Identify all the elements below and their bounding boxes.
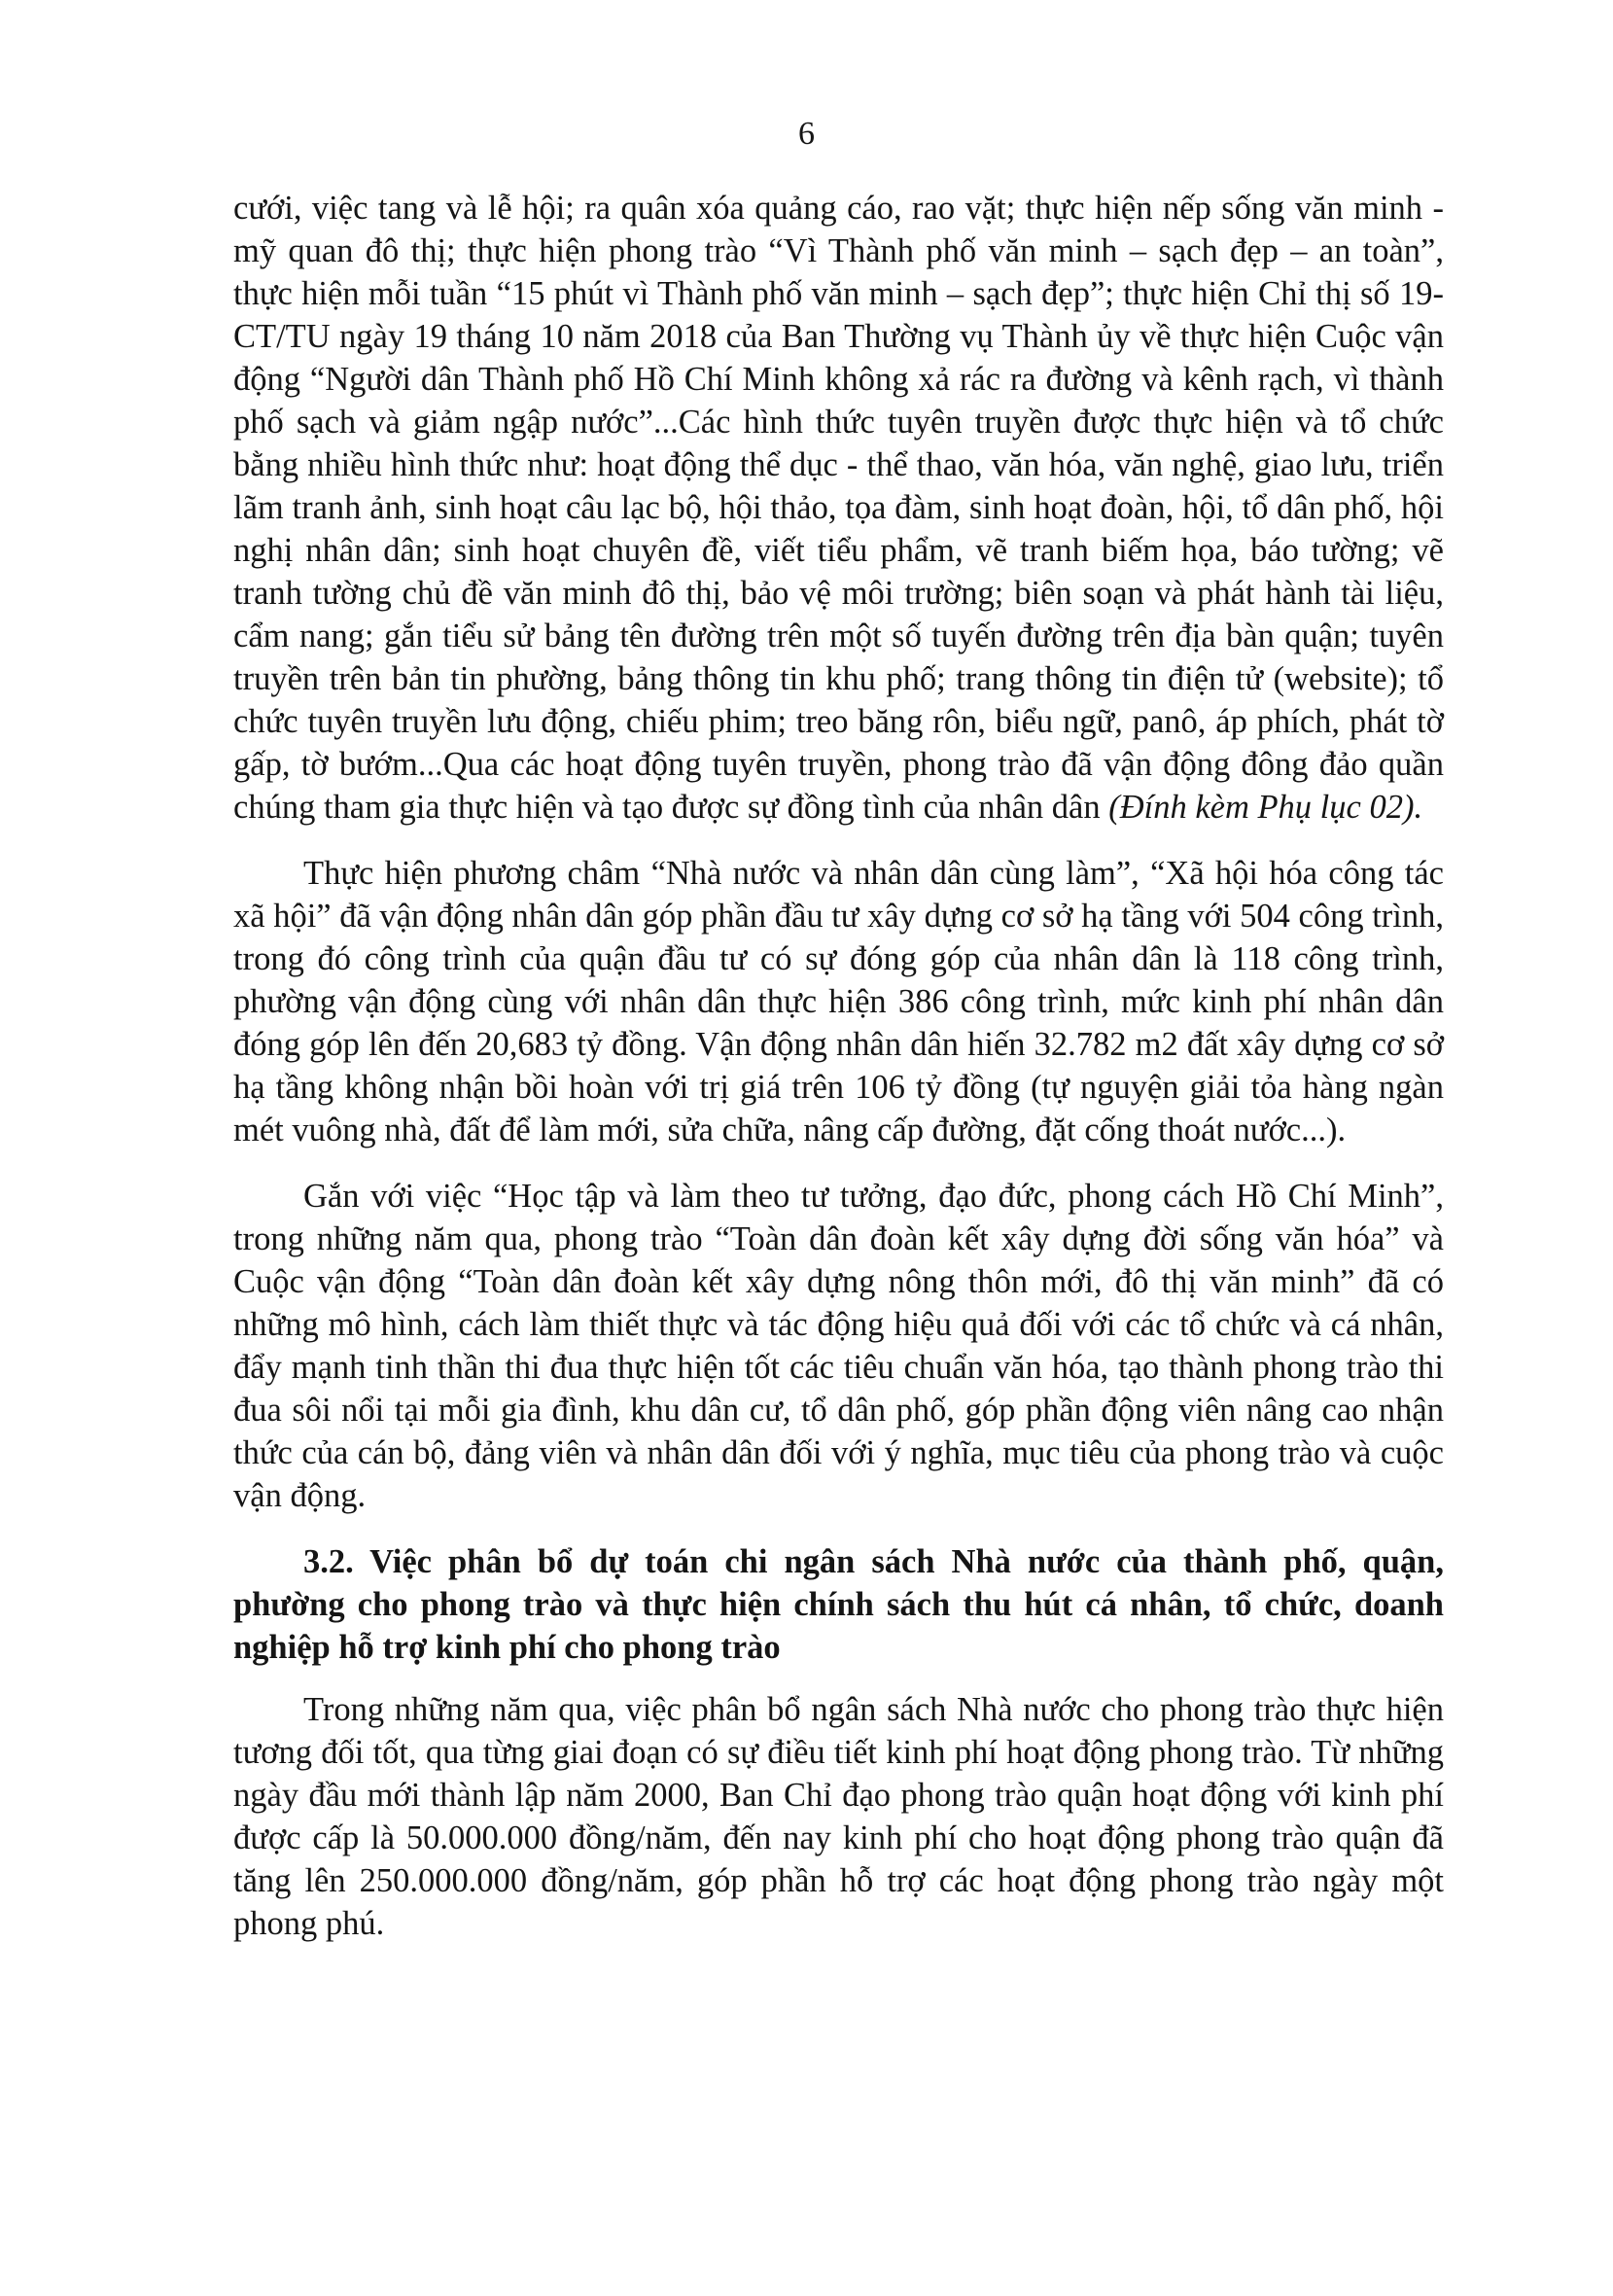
paragraph-text: cưới, việc tang và lễ hội; ra quân xóa quảng cáo, rao vặt; thực hiện nếp sống văn minh - mỹ quan đô thị; thực hiện phong trào “Vì Thành phố văn minh – sạch đẹp – an toàn”, thực hiện mỗi tuần “15 phút vì Thành phố văn minh – sạch đẹp”; thực hiện Chỉ thị số 19-CT/TU ngày 19 tháng 10 năm 2018 của Ban Thường vụ Thành ủy về thực hiện Cuộc vận động “Người dân Thành phố Hồ Chí Minh không xả rác ra đường và kênh rạch, vì thành phố sạch và giảm ngập nước”...Các hình thức tuyên truyền được thực hiện và tổ chức bằng nhiều hình thức như: hoạt động thể dục - thể thao, văn hóa, văn nghệ, giao lưu, triển lãm tranh ảnh, sinh hoạt câu lạc bộ, hội thảo, tọa đàm, sinh hoạt đoàn, hội, tổ dân phố, hội nghị nhân dân; sinh hoạt chuyên đề, viết tiểu phẩm, vẽ tranh biếm họa, báo tường; vẽ tranh tường chủ đề văn minh đô thị, bảo vệ môi trường; biên soạn và phát hành tài liệu, cẩm nang; gắn tiểu sử bảng tên đường trên một số tuyến đường trên địa bàn quận; tuyên truyền trên bản tin phường, bảng thông tin khu phố; trang thông tin điện tử (website); tổ chức tuyên truyền lưu động, chiếu phim; treo băng rôn, biểu ngữ, panô, áp phích, phát tờ gấp, tờ bướm...Qua các hoạt động tuyên truyền, phong trào đã vận động đông đảo quần chúng tham gia thực hiện và tạo được sự đồng tình của nhân dân (233, 190, 1444, 826)
page-number: 6 (798, 116, 815, 152)
appendix-reference: (Đính kèm Phụ lục 02). (1108, 789, 1423, 826)
paragraph-budget-allocation: Trong những năm qua, việc phân bổ ngân sách Nhà nước cho phong trào thực hiện tương đối tốt, qua từng giai đoạn có sự điều tiết kinh phí hoạt động phong trào. Từ những ngày đầu mới thành lập năm 2000, Ban Chỉ đạo phong trào quận hoạt động với kinh phí được cấp là 50.000.000 đồng/năm, đến nay kinh phí cho hoạt động phong trào quận đã tăng lên 250.000.000 đồng/năm, góp phần hỗ trợ các hoạt động phong trào ngày một phong phú. (233, 1691, 1444, 1942)
paragraph-socialization: Thực hiện phương châm “Nhà nước và nhân dân cùng làm”, “Xã hội hóa công tác xã hội” đã vận động nhân dân góp phần đầu tư xây dựng cơ sở hạ tầng với 504 công trình, trong đó công trình của quận đầu tư có sự đóng góp của nhân dân là 118 công trình, phường vận động cùng với nhân dân thực hiện 386 công trình, mức kinh phí nhân dân đóng góp lên đến 20,683 tỷ đồng. Vận động nhân dân hiến 32.782 m2 đất xây dựng cơ sở hạ tầng không nhận bồi hoàn với trị giá trên 106 tỷ đồng (tự nguyện giải tỏa hàng ngàn mét vuông nhà, đất để làm mới, sửa chữa, nâng cấp đường, đặt cống thoát nước...). (233, 855, 1444, 1148)
section-heading-3-2: 3.2. Việc phân bổ dự toán chi ngân sách Nhà nước của thành phố, quận, phường cho phong trào và thực hiện chính sách thu hút cá nhân, tổ chức, doanh nghiệp hỗ trợ kinh phí cho phong trào (233, 1543, 1444, 1666)
paragraph-propaganda-activities (233, 187, 1444, 829)
document-body (233, 187, 1444, 1968)
paragraph-cultural-movement: Gắn với việc “Học tập và làm theo tư tưởng, đạo đức, phong cách Hồ Chí Minh”, trong những năm qua, phong trào “Toàn dân đoàn kết xây dựng đời sống văn hóa” và Cuộc vận động “Toàn dân đoàn kết xây dựng nông thôn mới, đô thị văn minh” đã có những mô hình, cách làm thiết thực và tác động hiệu quả đối với các tổ chức và cá nhân, đẩy mạnh tinh thần thi đua thực hiện tốt các tiêu chuẩn văn hóa, tạo thành phong trào thi đua sôi nổi tại mỗi gia đình, khu dân cư, tổ dân phố, góp phần động viên nâng cao nhận thức của cán bộ, đảng viên và nhân dân đối với ý nghĩa, mục tiêu của phong trào và cuộc vận động. (233, 1178, 1444, 1514)
